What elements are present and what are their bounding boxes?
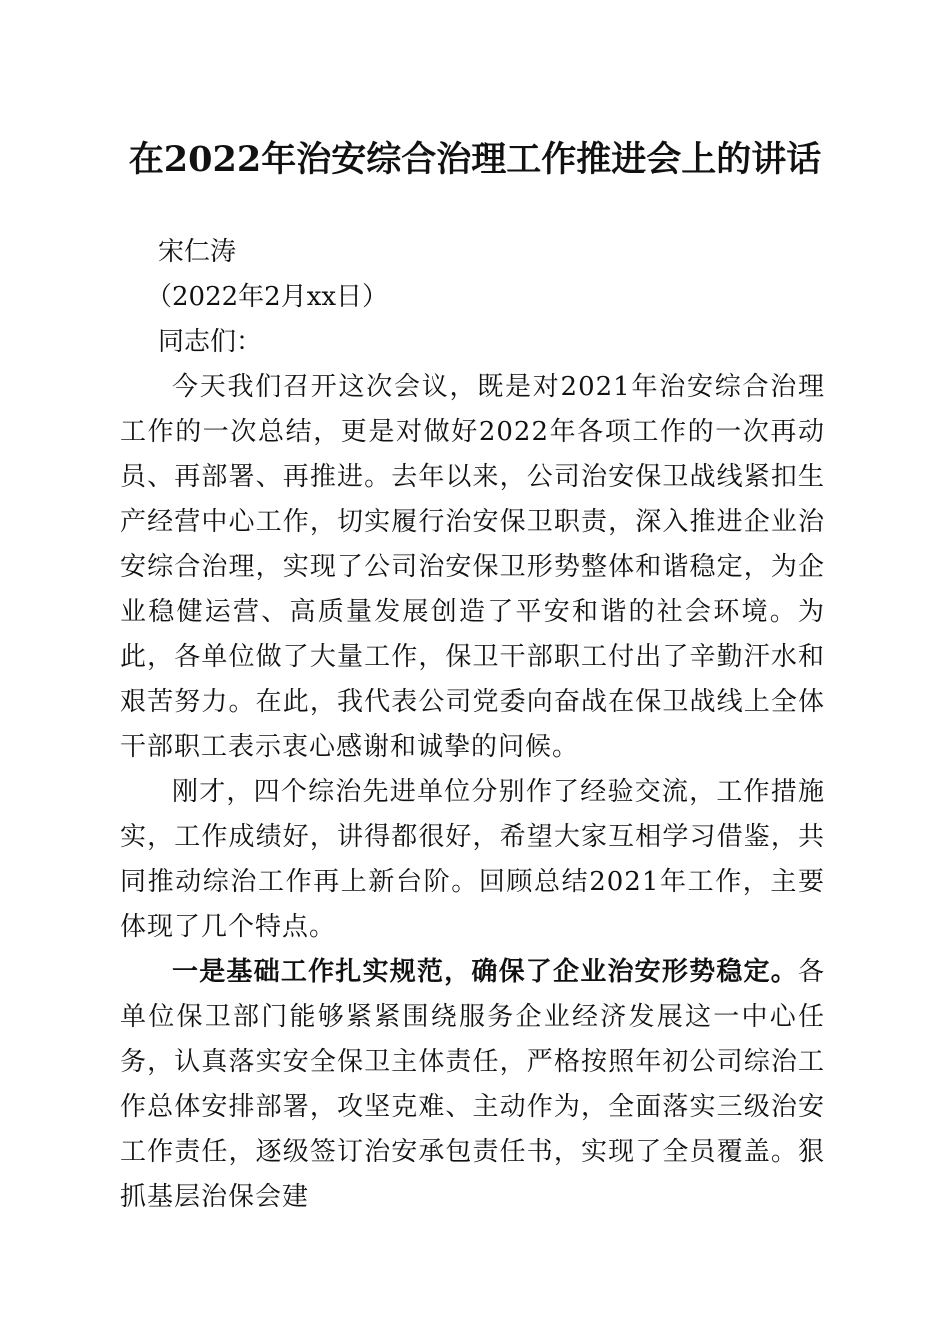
- salutation: 同志们：: [158, 327, 263, 357]
- paragraph-3-text: 各单位保卫部门能够紧紧围绕服务企业经济发展这一中心任务，认真落实安全保卫主体责任，严格按照年初公司综治工作总体安排部署，攻坚克难、主动作为，全面落实三级治安工作责任，逐级签订治安承包责任书，实现了全员覆盖。狠抓基层治保会建: [120, 957, 825, 1212]
- paragraph-2-text: 刚才，四个综治先进单位分别作了经验交流，工作措施实，工作成绩好，讲得都很好，希望大家互相学习借鉴，共同推动综治工作再上新台阶。回顾总结2021年工作，主要体现了几个特点。: [120, 777, 825, 942]
- author-name: 宋仁涛: [158, 237, 237, 267]
- paragraph-2: [120, 770, 825, 950]
- speech-date: （2022年2月xx日）: [146, 282, 389, 312]
- paragraph-1: [120, 365, 825, 770]
- paragraph-3: [120, 950, 825, 1220]
- document-body: [120, 230, 825, 1220]
- document-title: 在2022年治安综合治理工作推进会上的讲话: [128, 139, 822, 180]
- paragraph-1-text: 今天我们召开这次会议，既是对2021年治安综合治理工作的一次总结，更是对做好2022年各项工作的一次再动员、再部署、再推进。去年以来，公司治安保卫战线紧扣生产经营中心工作，切实履行治安保卫职责，深入推进企业治安综合治理，实现了公司治安保卫形势整体和谐稳定，为企业稳健运营、高质量发展创造了平安和谐的社会环境。为此，各单位做了大量工作，保卫干部职工付出了辛勤汗水和艰苦努力。在此，我代表公司党委向奋战在保卫战线上全体干部职工表示衷心感谢和诚挚的问候。: [120, 372, 825, 762]
- paragraph-3-lead: 一是基础工作扎实规范，确保了企业治安形势稳定。: [172, 957, 798, 987]
